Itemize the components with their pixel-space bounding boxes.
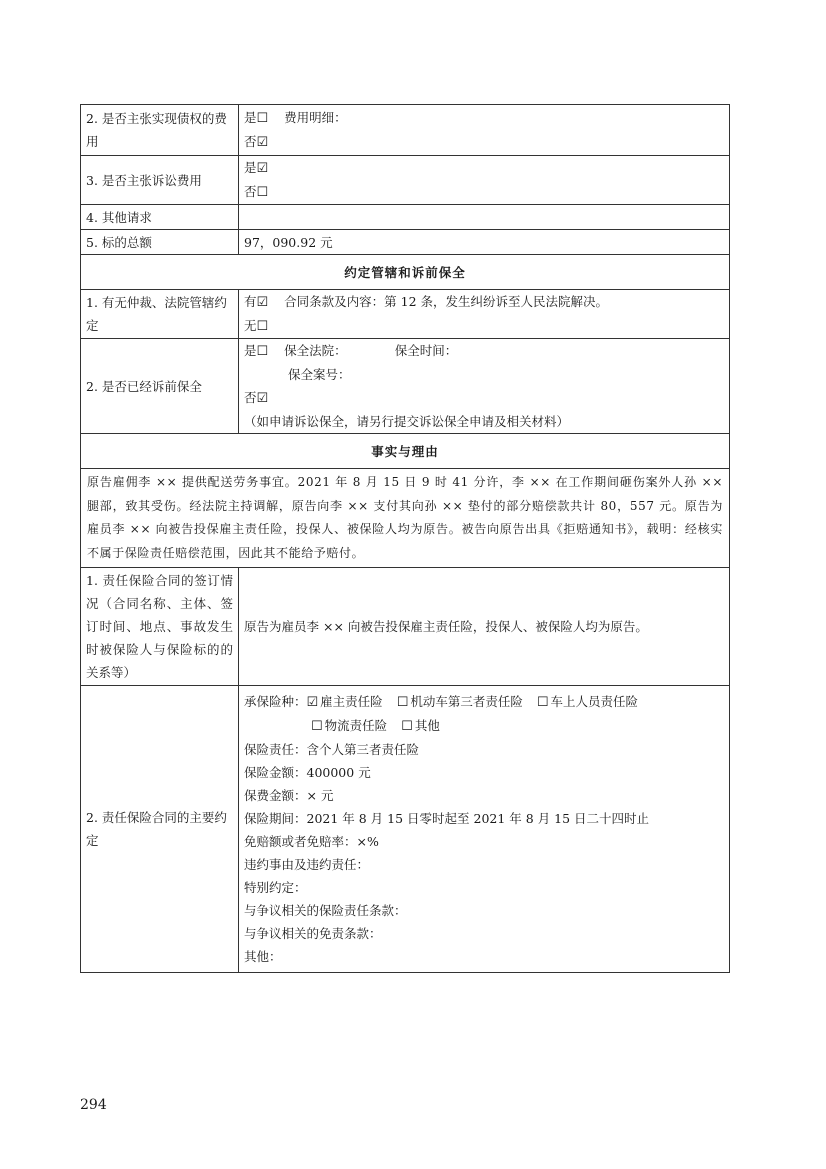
- fee-detail-label: 费用明细：: [284, 110, 347, 125]
- label-preservation: 2. 是否已经诉前保全: [81, 339, 239, 434]
- section-heading-facts: 事实与理由: [81, 434, 730, 469]
- value-contract-terms: [239, 686, 730, 973]
- checkbox-type-employer[interactable]: ☑: [306, 695, 319, 710]
- label-arbitration: 1. 有无仲裁、法院管辖约定: [81, 290, 239, 339]
- row-litigation-fees: [81, 156, 730, 205]
- row-debt-fees: [81, 105, 730, 156]
- preservation-time-label: 保全时间：: [394, 343, 458, 358]
- row-other-requests: [81, 205, 730, 230]
- type-motor: 机动车第三者责任险: [410, 694, 523, 709]
- value-arbitration: [239, 290, 730, 339]
- section-heading-jurisdiction: 约定管辖和诉前保全: [81, 255, 730, 290]
- checkbox-type-logistics[interactable]: ☐: [311, 719, 323, 734]
- label-litigation-fees: 3. 是否主张诉讼费用: [81, 156, 239, 205]
- type-other: 其他: [414, 718, 440, 733]
- liability-clause: 与争议相关的保险责任条款：: [244, 903, 407, 918]
- label-contract-terms: 2. 责任保险合同的主要约定: [81, 686, 239, 973]
- facts-narrative: 原告雇佣李 ×× 提供配送劳务事宜。2021 年 8 月 15 日 9 时 41 分许，李 ×× 在工作期间砸伤案外人孙 ×× 腿部，致其受伤。经法院主持调解，原告向李 ×× 支付其向孙 ×× 垫付的部分赔偿款共计 80，557 元。原告为雇员李 ×× 向被告投保雇主责任险，投保人、被保险人均为原告。被告向原告出具《拒赔通知书》，载明：经核实不属于保险责任赔偿范围，因此其不能给予赔付。: [81, 469, 730, 568]
- option-no: 否: [244, 390, 257, 405]
- checkbox-has[interactable]: ☑: [256, 295, 269, 310]
- checkbox-type-motor[interactable]: ☐: [396, 695, 409, 710]
- option-yes: 是: [244, 110, 257, 125]
- complaint-form-table: [80, 104, 730, 973]
- value-contract-signing: 原告为雇员李 ×× 向被告投保雇主责任险，投保人、被保险人均为原告。: [239, 568, 730, 686]
- checkbox-no[interactable]: ☑: [256, 391, 269, 406]
- preservation-note: （如申请诉讼保全，请另行提交诉讼保全申请及相关材料）: [244, 414, 570, 429]
- insurance-period: 保险期间：2021 年 8 月 15 日零时起至 2021 年 8 月 15 日二十四时止: [244, 811, 650, 826]
- insurance-type-label: 承保险种：: [244, 694, 307, 709]
- value-total-amount: 97，090.92 元: [239, 230, 730, 255]
- breach-liability: 违约事由及违约责任：: [244, 857, 370, 872]
- option-has: 有: [244, 294, 257, 309]
- insured-amount: 保险金额：400000 元: [244, 765, 371, 780]
- checkbox-type-passenger[interactable]: ☐: [536, 695, 549, 710]
- value-preservation: [239, 339, 730, 434]
- checkbox-yes[interactable]: ☐: [256, 344, 269, 359]
- insurance-liability: 保险责任：含个人第三者责任险: [244, 742, 420, 757]
- exemption-clause: 与争议相关的免责条款：: [244, 926, 382, 941]
- value-other-requests: [239, 205, 730, 230]
- label-total-amount: 5. 标的总额: [81, 230, 239, 255]
- page-number: 294: [80, 1097, 107, 1113]
- label-contract-signing: 1. 责任保险合同的签订情况（合同名称、主体、签订时间、地点、事故发生时被保险人与保险标的的关系等）: [81, 568, 239, 686]
- preservation-case-no-label: 保全案号：: [288, 367, 351, 382]
- checkbox-yes[interactable]: ☐: [256, 111, 269, 126]
- type-employer: 雇主责任险: [320, 694, 383, 709]
- premium-amount: 保费金额：× 元: [244, 788, 334, 803]
- row-contract-terms: [81, 686, 730, 973]
- checkbox-no[interactable]: ☑: [256, 135, 269, 150]
- option-none: 无: [244, 318, 257, 333]
- value-debt-fees: [239, 105, 730, 156]
- option-yes: 是: [244, 160, 257, 175]
- checkbox-yes[interactable]: ☑: [256, 161, 269, 176]
- other-terms: 其他：: [244, 949, 282, 964]
- checkbox-no[interactable]: ☐: [256, 185, 269, 200]
- type-passenger: 车上人员责任险: [550, 694, 639, 709]
- preservation-court-label: 保全法院：: [284, 343, 347, 358]
- row-contract-signing: [81, 568, 730, 686]
- checkbox-type-other[interactable]: ☐: [401, 719, 413, 734]
- row-arbitration: [81, 290, 730, 339]
- special-agreement: 特别约定：: [244, 880, 307, 895]
- option-yes: 是: [244, 343, 257, 358]
- checkbox-none[interactable]: ☐: [256, 319, 269, 334]
- option-no: 否: [244, 184, 257, 199]
- row-narrative: [81, 469, 730, 568]
- row-total-amount: [81, 230, 730, 255]
- label-debt-fees: 2. 是否主张实现债权的费用: [81, 105, 239, 156]
- label-other-requests: 4. 其他请求: [81, 205, 239, 230]
- type-logistics: 物流责任险: [324, 718, 388, 733]
- value-litigation-fees: [239, 156, 730, 205]
- row-preservation: [81, 339, 730, 434]
- option-no: 否: [244, 134, 257, 149]
- contract-clause: 合同条款及内容：第 12 条，发生纠纷诉至人民法院解决。: [284, 294, 609, 309]
- deductible: 免赔额或者免赔率：×%: [244, 834, 379, 849]
